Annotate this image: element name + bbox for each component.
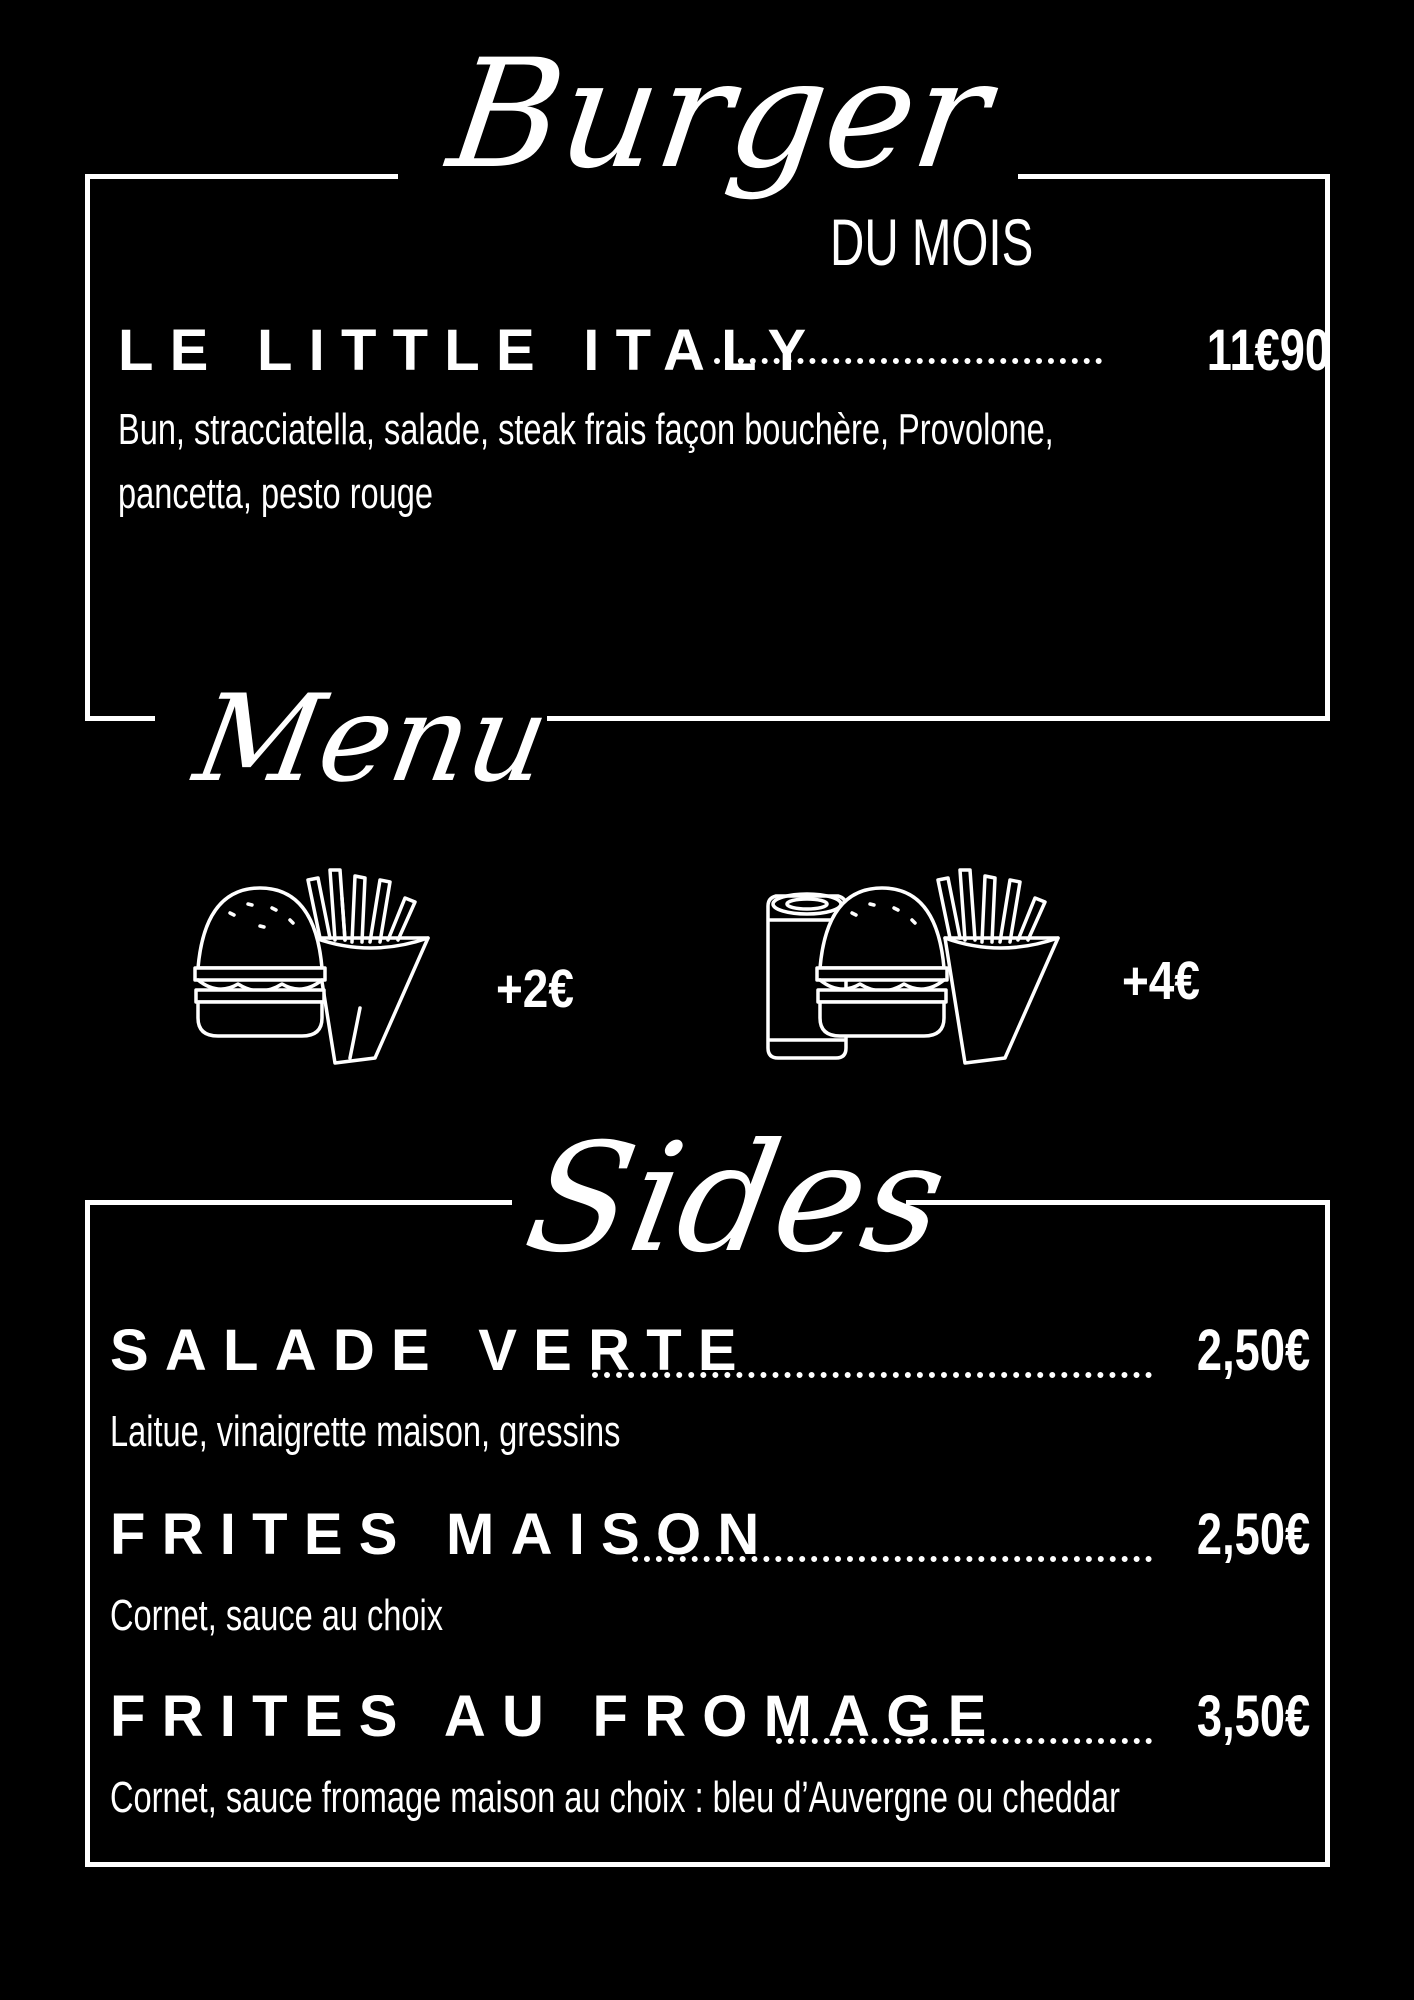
burger-item-name: LE LITTLE ITALY: [118, 318, 823, 383]
side-item-price-1: 2,50€: [1196, 1318, 1310, 1383]
burger-item-leader: [714, 358, 1102, 364]
side-item-leader-2: [632, 1556, 1152, 1562]
burger-script-title: Burger: [439, 28, 1000, 202]
side-item-name-1: SALADE VERTE: [110, 1318, 753, 1383]
sides-script-title: Sides: [514, 1112, 958, 1286]
side-item-description-1: Laitue, vinaigrette maison, gressins: [110, 1407, 621, 1456]
du-mois-subtitle: DU MOIS: [830, 205, 1034, 279]
side-item-leader-1: [592, 1372, 1152, 1378]
burger-fries-icon: [190, 868, 430, 1068]
burger-item-description-2: pancetta, pesto rouge: [118, 469, 433, 518]
side-item-description-3: Cornet, sauce fromage maison au choix : bleu d’Auvergne ou cheddar: [110, 1773, 1120, 1822]
side-item-price-2: 2,50€: [1196, 1502, 1310, 1567]
menu-option-price-2: +4€: [1122, 951, 1200, 1011]
menu-script-title: Menu: [185, 670, 559, 809]
side-item-leader-3: [776, 1738, 1152, 1744]
burger-item-price: 11€90: [1206, 318, 1330, 383]
burger-item-description-1: Bun, stracciatella, salade, steak frais façon bouchère, Provolone,: [118, 405, 1054, 454]
side-item-name-3: FRITES AU FROMAGE: [110, 1684, 1003, 1749]
can-burger-fries-icon: [760, 868, 1060, 1068]
side-item-description-2: Cornet, sauce au choix: [110, 1591, 444, 1640]
side-item-price-3: 3,50€: [1196, 1684, 1310, 1749]
side-item-name-2: FRITES MAISON: [110, 1502, 776, 1567]
menu-option-price-1: +2€: [496, 959, 574, 1019]
